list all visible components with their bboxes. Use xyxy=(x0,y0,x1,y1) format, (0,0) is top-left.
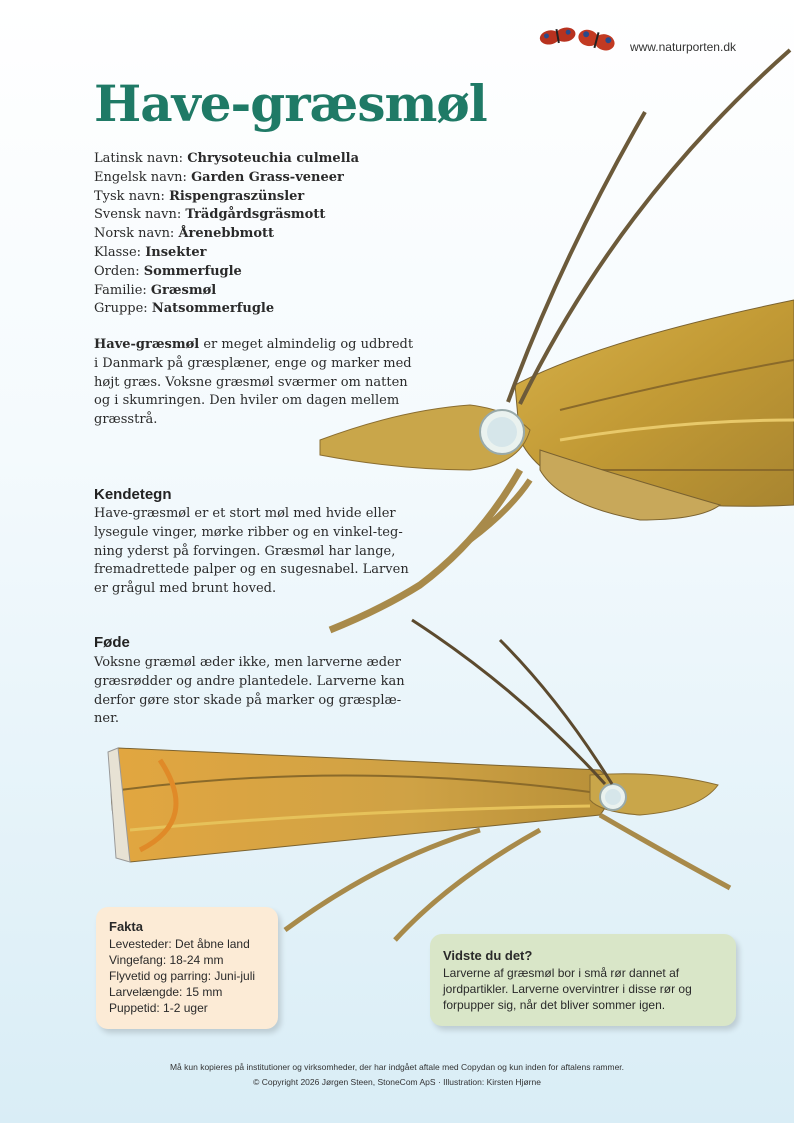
fode-line: græsrødder og andre plantedele. Larverne kan xyxy=(94,673,405,689)
fact-value: Årenebbmott xyxy=(178,226,275,242)
intro-line: og i skumringen. Den hviler om dagen mellem xyxy=(94,393,400,409)
fact-value: Chrysoteuchia culmella xyxy=(187,151,359,166)
fact-row xyxy=(94,150,359,169)
fakta-box xyxy=(96,907,278,1029)
fact-row xyxy=(94,300,359,319)
fact-label: Tysk navn: xyxy=(94,188,165,204)
fact-value: Rispengraszünsler xyxy=(169,188,305,204)
fact-label: Engelsk navn: xyxy=(94,169,187,185)
intro-bold: Have-græsmøl xyxy=(94,337,200,352)
intro-line: i Danmark på græsplæner, enge og marker med xyxy=(94,355,412,371)
fakta-line: Puppetid: 1-2 uger xyxy=(109,1001,208,1015)
footer-copyright: © Copyright 2026 Jørgen Steen, StoneCom ApS · Illustration: Kirsten Hjørne xyxy=(253,1077,541,1087)
copyright-footer xyxy=(0,1060,794,1090)
fact-row xyxy=(94,169,359,188)
fode-line: derfor gøre stor skade på marker og græsplæ- xyxy=(94,692,402,708)
fact-label: Latinsk navn: xyxy=(94,151,184,166)
intro-line: græsstrå. xyxy=(94,412,158,428)
fact-row xyxy=(94,225,359,244)
website-url[interactable]: www.naturporten.dk xyxy=(629,40,736,54)
kendetegn-line: lysegule vinger, mørke ribber og en vinkel-teg- xyxy=(94,524,403,540)
fact-value: Natsommerfugle xyxy=(151,301,275,317)
kendetegn-line: fremadrettede palper og en sugesnabel. Larven xyxy=(94,562,409,578)
intro-line: højt græs. Voksne græsmøl sværmer om natten xyxy=(94,374,408,390)
fact-row xyxy=(94,244,359,263)
kendetegn-heading: Kendetegn xyxy=(94,486,172,503)
fact-label: Klasse: xyxy=(94,244,142,260)
fact-label: Svensk navn: xyxy=(94,207,182,223)
fact-value: Garden Grass-veneer xyxy=(191,169,344,185)
fakta-line: Vingefang: 18-24 mm xyxy=(109,953,224,967)
kendetegn-line: Have-græsmøl er et stort møl med hvide eller xyxy=(94,506,396,521)
footer-license: Må kun kopieres på institutioner og virksomheder, der har indgået aftale med Copydan og kun inden for aftalens rammer. xyxy=(169,1062,625,1072)
vidste-line: jordpartikler. Larverne overvintrer i disse rør og xyxy=(443,982,692,996)
fact-row xyxy=(94,263,359,282)
kendetegn-paragraph xyxy=(94,505,414,599)
fakta-line: Flyvetid og parring: Juni-juli xyxy=(109,969,256,983)
fakta-line: Levesteder: Det åbne land xyxy=(109,937,250,951)
vidste-line: forpupper sig, når det bliver sommer igen. xyxy=(443,998,666,1012)
fact-label: Gruppe: xyxy=(94,301,148,317)
vidste-du-det-box xyxy=(430,934,736,1026)
fact-row xyxy=(94,206,359,225)
page-title: Have-græsmøl xyxy=(94,74,487,133)
fode-heading: Føde xyxy=(94,634,130,651)
species-facts-list xyxy=(94,150,359,319)
fact-row xyxy=(94,282,359,301)
fact-label: Familie: xyxy=(94,282,147,298)
fact-label: Orden: xyxy=(94,263,140,279)
fakta-heading: Fakta xyxy=(109,919,143,934)
intro-paragraph xyxy=(94,336,414,430)
intro-line: er meget almindelig og udbredt xyxy=(199,337,414,352)
fact-value: Græsmøl xyxy=(150,282,217,298)
vidste-line: Larverne af græsmøl bor i små rør dannet af xyxy=(443,966,680,980)
fode-paragraph xyxy=(94,654,414,729)
vidste-heading: Vidste du det? xyxy=(443,948,533,963)
fact-value: Sommerfugle xyxy=(143,263,242,279)
fakta-line: Larvelængde: 15 mm xyxy=(109,985,223,999)
fact-value: Insekter xyxy=(145,244,207,260)
fode-line: ner. xyxy=(94,711,119,727)
fact-value: Trädgårdsgräsmott xyxy=(185,207,326,223)
kendetegn-line: ning yderst på forvingen. Græsmøl har lange, xyxy=(94,543,396,559)
fact-row xyxy=(94,188,359,207)
fode-line: Voksne græmøl æder ikke, men larverne æder xyxy=(94,655,401,670)
fact-label: Norsk navn: xyxy=(94,226,175,242)
kendetegn-line: er grågul med brunt hoved. xyxy=(94,581,277,597)
